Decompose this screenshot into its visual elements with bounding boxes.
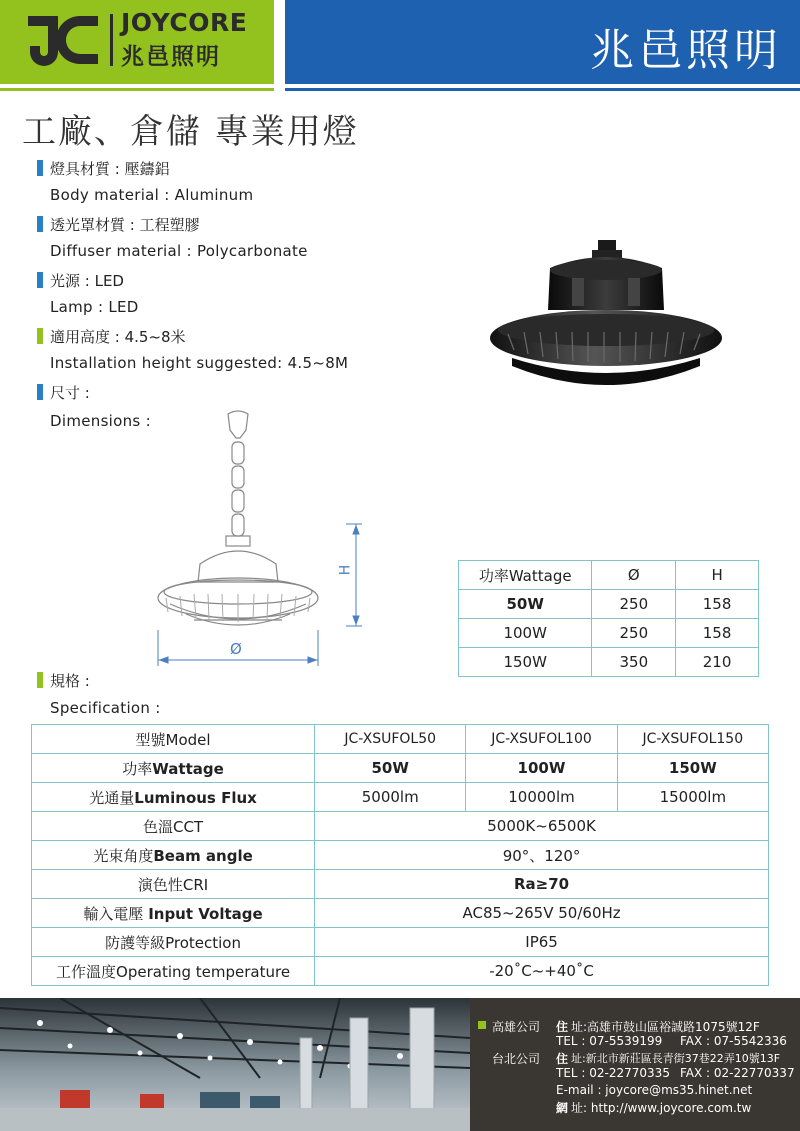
table-row (459, 619, 759, 648)
flux-cell: 10000lm (466, 783, 617, 812)
table-row (32, 841, 769, 870)
model-label: 型號Model (32, 725, 315, 754)
table-cell: 150W (459, 648, 592, 677)
table-header-cell: 功率Wattage (459, 561, 592, 590)
brand-title: 兆邑照明 (590, 25, 782, 76)
model-cell: JC-XSUFOL150 (617, 725, 768, 754)
table-row (459, 648, 759, 677)
install-height-en: Installation height suggested: 4.5~8M (50, 354, 349, 372)
dimensions-en: Dimensions : (50, 412, 151, 430)
header-rule-blue (285, 88, 800, 91)
table-row (32, 725, 769, 754)
voltage-label-zh: 輸入電壓 (83, 904, 149, 923)
cct-label: 色溫CCT (32, 812, 315, 841)
web-label: 網 (556, 1101, 569, 1115)
table-row (459, 561, 759, 590)
table-cell: 250 (592, 590, 676, 619)
cri-label: 演色性CRI (32, 870, 315, 899)
taipei-tel: TEL : 02-22770335 (556, 1066, 670, 1080)
table-cell: 250 (592, 619, 676, 648)
protection-label: 防護等級Protection (32, 928, 315, 957)
temp-cell: -20˚C~+40˚C (315, 957, 769, 986)
flux-cell: 5000lm (315, 783, 466, 812)
table-cell: 50W (459, 590, 592, 619)
wattage-label-en: Wattage (152, 759, 224, 778)
kaohsiung-address-label: 住 (556, 1020, 569, 1034)
page-title: 工廠、倉儲 專業用燈 (22, 112, 359, 152)
bullet-marker (37, 216, 43, 232)
beam-label-en: Beam angle (153, 846, 253, 865)
table-cell: 158 (676, 590, 759, 619)
website-link[interactable]: 址: http://www.joycore.com.tw (571, 1101, 752, 1115)
table-row (32, 754, 769, 783)
flux-label (32, 783, 315, 812)
protection-cell: IP65 (315, 928, 769, 957)
bullet-marker (37, 272, 43, 288)
cct-cell: 5000K~6500K (315, 812, 769, 841)
wattage-label (32, 754, 315, 783)
flux-cell: 15000lm (617, 783, 768, 812)
wattage-label-zh: 功率 (122, 759, 153, 778)
bullet-marker (37, 672, 43, 688)
dimensions-table (458, 560, 759, 677)
header-rule-green (0, 88, 274, 91)
spec-heading-en: Specification : (50, 699, 161, 717)
taipei-address: 址:新北市新莊區長青街37巷22弄10號13F (571, 1052, 781, 1065)
email-link[interactable]: E-mail : joycore@ms35.hinet.net (556, 1083, 753, 1097)
model-cell: JC-XSUFOL100 (466, 725, 617, 754)
taipei-office: 台北公司 (492, 1052, 541, 1066)
table-row (459, 590, 759, 619)
spec-heading-zh: 規格 : (50, 672, 90, 690)
product-photo (488, 238, 724, 404)
taipei-address-label: 住 (556, 1052, 569, 1066)
dimension-drawing (150, 408, 370, 670)
bullet-marker (37, 160, 43, 176)
flux-label-en: Luminous Flux (134, 788, 257, 807)
cri-cell: Ra≥70 (315, 870, 769, 899)
kaohsiung-tel: TEL : 07-5539199 (556, 1034, 663, 1048)
temp-label: 工作溫度Operating temperature (32, 957, 315, 986)
diffuser-material-en: Diffuser material : Polycarbonate (50, 242, 308, 260)
beam-cell: 90°、120° (315, 841, 769, 870)
wattage-cell: 150W (617, 754, 768, 783)
body-material-en: Body material : Aluminum (50, 186, 254, 204)
warehouse-photo (0, 998, 470, 1131)
table-row (32, 899, 769, 928)
table-row (32, 957, 769, 986)
kaohsiung-fax: FAX : 07-5542336 (680, 1034, 787, 1048)
body-material-zh: 燈具材質 : 壓鑄鋁 (50, 160, 170, 178)
wattage-cell: 100W (466, 754, 617, 783)
model-cell: JC-XSUFOL50 (315, 725, 466, 754)
table-cell: 210 (676, 648, 759, 677)
lamp-zh: 光源 : LED (50, 272, 124, 290)
beam-label (32, 841, 315, 870)
bullet-marker (37, 328, 43, 344)
spec-table (31, 724, 769, 986)
table-cell: 158 (676, 619, 759, 648)
wattage-cell: 50W (315, 754, 466, 783)
logo-english-name: JOYCORE (121, 8, 248, 37)
table-row (32, 928, 769, 957)
height-label: H (337, 564, 354, 576)
table-cell: 100W (459, 619, 592, 648)
logo-chinese-name: 兆邑照明 (121, 44, 221, 70)
table-cell: 350 (592, 648, 676, 677)
logo-divider (110, 14, 113, 66)
table-row (32, 812, 769, 841)
taipei-fax: FAX : 02-22770337 (680, 1066, 795, 1080)
table-header-cell: Ø (592, 561, 676, 590)
diameter-label: Ø (230, 640, 242, 658)
voltage-label (32, 899, 315, 928)
voltage-cell: AC85~265V 50/60Hz (315, 899, 769, 928)
table-header-cell: H (676, 561, 759, 590)
bullet-marker (37, 384, 43, 400)
install-height-zh: 適用高度 : 4.5~8米 (50, 328, 186, 346)
lamp-en: Lamp : LED (50, 298, 139, 316)
table-row (32, 783, 769, 812)
flux-label-zh: 光通量 (89, 788, 135, 807)
kaohsiung-address: 址:高雄市鼓山區裕誠路1075號12F (571, 1020, 760, 1034)
diffuser-material-zh: 透光罩材質 : 工程塑膠 (50, 216, 200, 234)
table-row (32, 870, 769, 899)
voltage-label-en: Input Voltage (148, 904, 263, 923)
beam-label-zh: 光束角度 (93, 846, 154, 865)
kaohsiung-office: 高雄公司 (492, 1020, 541, 1034)
joycore-logo-icon (22, 12, 102, 68)
dimensions-zh: 尺寸 : (50, 384, 90, 402)
bullet-marker (478, 1021, 486, 1029)
